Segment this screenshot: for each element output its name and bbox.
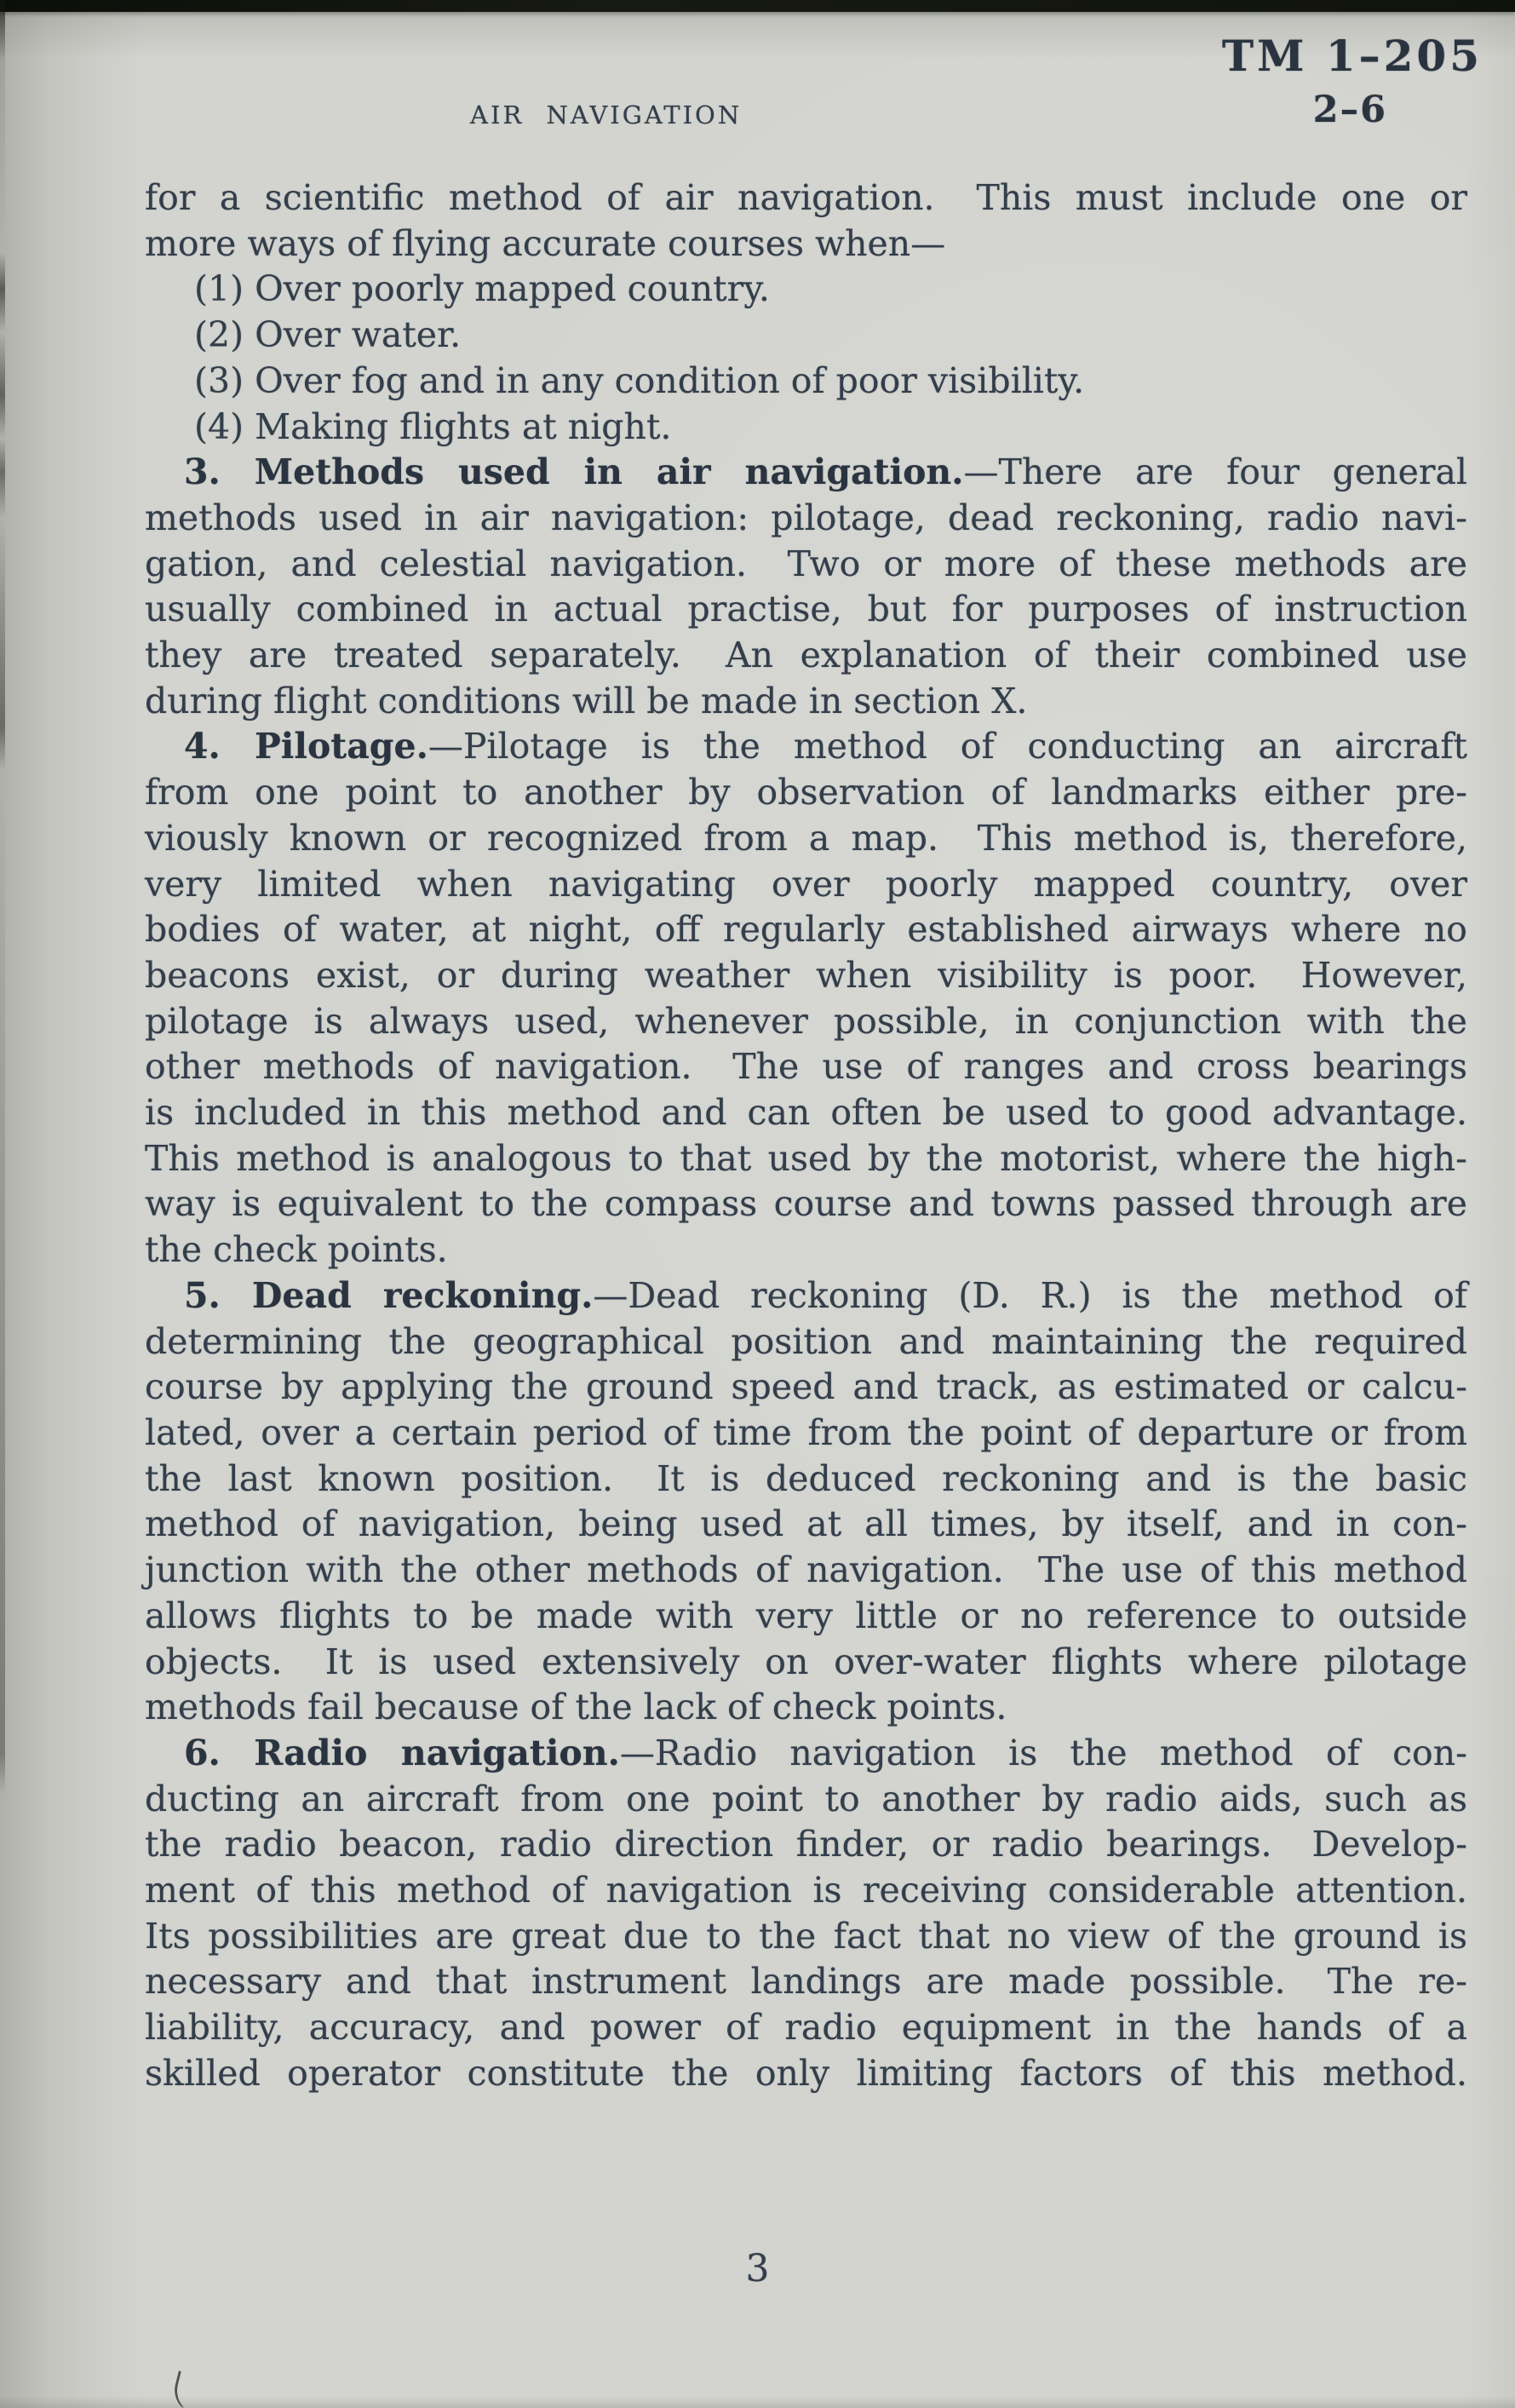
scan-edge-left (0, 0, 5, 2408)
running-title: AIR NAVIGATION (470, 101, 743, 129)
page-body (145, 175, 1467, 2097)
text-line: the radio beacon, radio direction finder, or radio bearings. Develop- (145, 1824, 1467, 1865)
paragraph-heading: 6. Radio navigation. (184, 1732, 620, 1773)
text-line: beacons exist, or during weather when visibility is poor. However, (145, 954, 1467, 996)
text-line: the check points. (145, 1229, 448, 1271)
text-line: 6. Radio navigation.—Radio navigation is the method of con- (184, 1732, 1467, 1773)
text-line: way is equivalent to the compass course and towns passed through are (145, 1183, 1467, 1225)
text-line: lated, over a certain period of time from the point of departure or from (145, 1411, 1467, 1453)
text-line: course by applying the ground speed and track, as estimated or calcu- (145, 1366, 1467, 1408)
text-line: (3) Over fog and in any condition of poor visibility. (194, 359, 1085, 401)
text-line: determining the geographical position and maintaining the required (145, 1320, 1467, 1362)
paragraph-heading: 5. Dead reckoning. (184, 1274, 594, 1316)
text-line: viously known or recognized from a map. This method is, therefore, (145, 817, 1467, 859)
text-line: (2) Over water. (194, 314, 462, 356)
text-line: very limited when navigating over poorly mapped country, over (145, 863, 1467, 905)
text-line: ment of this method of navigation is receiving considerable attention. (145, 1870, 1467, 1911)
text-line: ducting an aircraft from one point to another by radio aids, such as (145, 1778, 1467, 1819)
text-line: 5. Dead reckoning.—Dead reckoning (D. R.) is the method of (184, 1274, 1468, 1316)
scan-edge-top (0, 0, 1515, 12)
text-line: the last known position. It is deduced reckoning and is the basic (145, 1457, 1467, 1499)
scan-artifact (169, 2371, 203, 2408)
text-line: more ways of flying accurate courses when— (145, 222, 946, 264)
text-line: skilled operator constitute the only limiting factors of this method. (145, 2052, 1467, 2094)
paragraph-heading: 3. Methods used in air navigation. (184, 451, 964, 493)
text-line: pilotage is always used, whenever possible, in conjunction with the (145, 1000, 1467, 1042)
text-line: they are treated separately. An explanation of their combined use (145, 635, 1467, 676)
text-line: methods fail because of the lack of check points. (145, 1687, 1007, 1728)
text-line: necessary and that instrument landings are made possible. The re- (145, 1961, 1467, 2003)
text-line: usually combined in actual practise, but for purposes of instruction (145, 589, 1467, 630)
text-line: (1) Over poorly mapped country. (194, 268, 770, 310)
text-line: during flight conditions will be made in section X. (145, 680, 1028, 721)
text-line: Its possibilities are great due to the fact that no view of the ground is (145, 1915, 1467, 1957)
text-line: other methods of navigation. The use of ranges and cross bearings (145, 1046, 1467, 1088)
tm-number: TM 1–205 (1221, 31, 1483, 81)
text-line: methods used in air navigation: pilotage, dead reckoning, radio navi- (145, 497, 1467, 538)
paragraph-ref: 2–6 (1312, 89, 1387, 131)
text-line: is included in this method and can often be used to good advantage. (145, 1092, 1467, 1134)
text-line: (4) Making flights at night. (194, 405, 672, 447)
text-line: method of navigation, being used at all times, by itself, and in con- (145, 1503, 1467, 1545)
text-line: from one point to another by observation of landmarks either pre- (145, 772, 1467, 813)
page-number: 3 (745, 2247, 770, 2290)
text-line: for a scientific method of air navigation. This must include one or (145, 177, 1467, 218)
text-line: gation, and celestial navigation. Two or more of these methods are (145, 543, 1467, 584)
text-line: bodies of water, at night, off regularly established airways where no (145, 909, 1467, 951)
text-line: This method is analogous to that used by the motorist, where the high- (145, 1137, 1467, 1179)
text-line: 4. Pilotage.—Pilotage is the method of conducting an aircraft (184, 726, 1467, 767)
text-line: liability, accuracy, and power of radio equipment in the hands of a (145, 2007, 1467, 2049)
paragraph-heading: 4. Pilotage. (184, 726, 428, 767)
text-line: 3. Methods used in air navigation.—There are four general (184, 451, 1467, 493)
text-line: junction with the other methods of navigation. The use of this method (145, 1549, 1467, 1591)
text-line: objects. It is used extensively on over-water flights where pilotage (145, 1641, 1467, 1682)
text-line: allows flights to be made with very little or no reference to outside (145, 1595, 1467, 1636)
